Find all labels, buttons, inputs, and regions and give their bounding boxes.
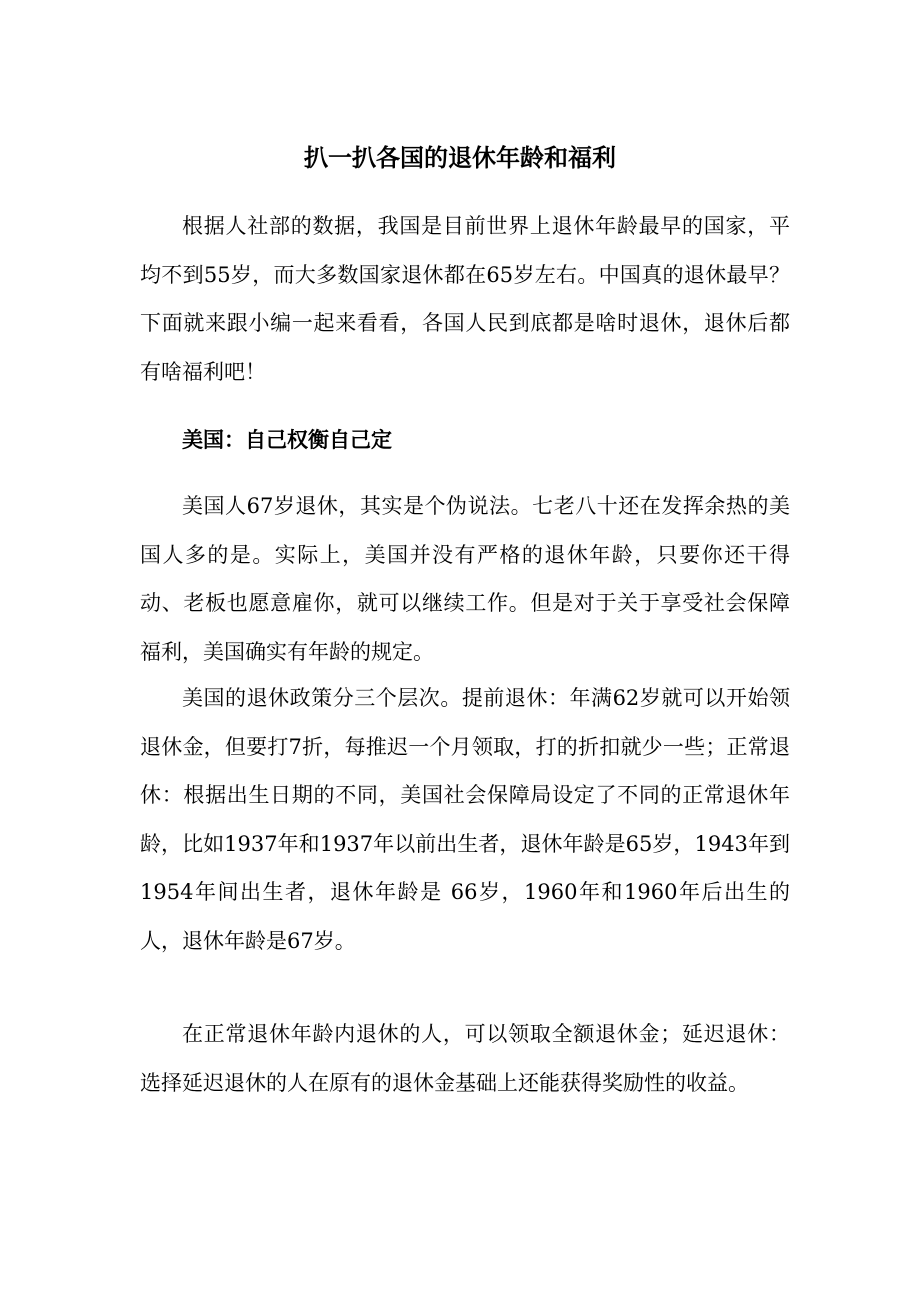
usa-paragraph-3: 在正常退休年龄内退休的人，可以领取全额退休金；延迟退休：选择延迟退休的人在原有的退休金基础上还能获得奖励性的收益。 xyxy=(140,1022,790,1095)
document-title: 扒一扒各国的退休年龄和福利 xyxy=(304,144,616,172)
usa-paragraph-1: 美国人67岁退休，其实是个伪说法。七老八十还在发挥余热的美国人多的是。实际上，美国并没有严格的退休年龄，只要你还干得动、老板也愿意雇你，就可以继续工作。但是对于关于享受社会保障福利，美国确实有年龄的规定。 xyxy=(140,494,790,664)
intro-paragraph: 根据人社部的数据，我国是目前世界上退休年龄最早的国家，平均不到55岁，而大多数国家退休都在65岁左右。中国真的退休最早？下面就来跟小编一起来看看，各国人民到底都是啥时退休，退休后都有啥福利吧！ xyxy=(140,214,790,384)
usa-paragraph-2: 美国的退休政策分三个层次。提前退休：年满62岁就可以开始领退休金，但要打7折，每推迟一个月领取，打的折扣就少一些；正常退休：根据出生日期的不同，美国社会保障局设定了不同的正常退休年龄，比如1937年和1937年以前出生者，退休年龄是65岁，1943年到1954年间出生者，退休年龄是 66岁，1960年和1960年后出生的人，退休年龄是67岁。 xyxy=(140,686,790,953)
section-heading-usa: 美国：自己权衡自己定 xyxy=(182,428,392,452)
